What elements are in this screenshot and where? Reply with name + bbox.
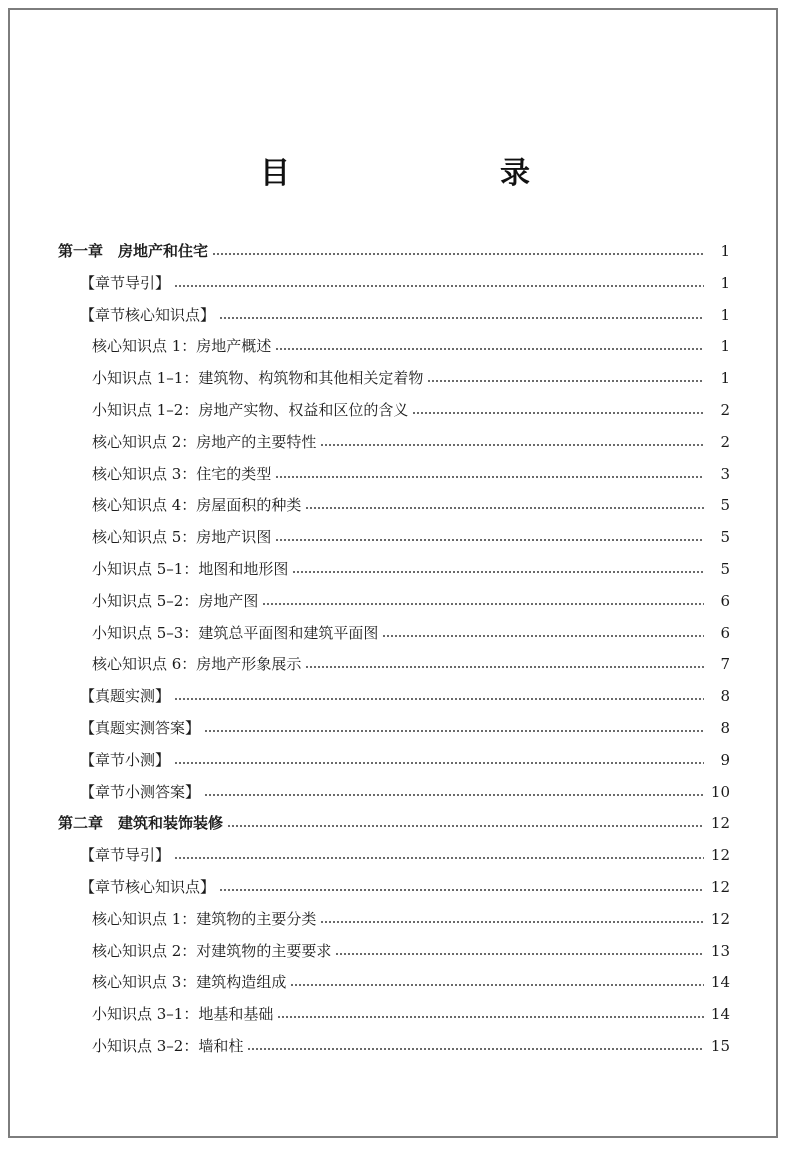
toc-entry-page-number: 2: [720, 401, 730, 419]
toc-entry-label: 小知识点 1–2：房地产实物、权益和区位的含义: [92, 401, 409, 419]
toc-entry-label: 核心知识点 6：房地产形象展示: [92, 655, 302, 674]
dot-leader: [174, 857, 704, 859]
toc-entry-label: 核心知识点 4：房屋面积的种类: [92, 496, 302, 515]
toc-entry-label: 第二章 建筑和装饰装修: [58, 814, 224, 833]
toc-entry-page-number: 2: [720, 432, 730, 451]
toc-entry-label: 【章节导引】: [80, 273, 171, 292]
toc-entry-label: 核心知识点 3：建筑构造组成: [92, 973, 287, 992]
toc-entry[interactable]: [0, 872, 790, 902]
toc-entry-page-number: 12: [710, 814, 730, 833]
toc-entry[interactable]: [0, 459, 790, 489]
toc-entry-page-number: 8: [720, 719, 730, 737]
toc-entry[interactable]: [0, 331, 790, 361]
dot-leader: [275, 539, 704, 541]
dot-leader: [320, 921, 704, 923]
toc-entry-page-number: 14: [710, 973, 730, 992]
toc-entry[interactable]: [0, 777, 790, 807]
toc-entry-page-number: 1: [720, 369, 730, 388]
toc-entry-label: 小知识点 5–3：建筑总平面图和建筑平面图: [92, 623, 379, 642]
dot-leader: [219, 889, 704, 891]
toc-entry[interactable]: [0, 300, 790, 330]
toc-entry-label: 第一章 房地产和住宅: [58, 242, 209, 260]
dot-leader: [174, 285, 704, 287]
toc-entry-page-number: 12: [710, 909, 730, 928]
dot-leader: [275, 476, 704, 478]
dot-leader: [320, 444, 704, 446]
toc-entry[interactable]: [0, 395, 790, 425]
toc-entry[interactable]: [0, 236, 790, 266]
toc-entry[interactable]: [0, 840, 790, 870]
toc-entry-label: 【章节小测】: [80, 750, 171, 769]
toc-entry-label: 小知识点 5–1：地图和地形图: [92, 560, 289, 578]
toc-entry-label: 核心知识点 1：房地产概述: [92, 337, 272, 356]
toc-entry-label: 核心知识点 2：房地产的主要特性: [92, 432, 317, 451]
toc-entry-label: 小知识点 5–2：房地产图: [92, 591, 259, 610]
dot-leader: [382, 635, 704, 637]
toc-entry-label: 【章节核心知识点】: [80, 878, 216, 896]
toc-entry-label: 【真题实测答案】: [80, 719, 201, 737]
toc-entry-label: 【章节小测答案】: [80, 782, 201, 801]
dot-leader: [204, 794, 704, 796]
dot-leader: [227, 825, 704, 827]
toc-entry[interactable]: [0, 1031, 790, 1061]
toc-entry-label: 小知识点 3–2：墙和柱: [92, 1037, 244, 1055]
toc-title: 目 录: [260, 156, 580, 191]
toc-entry[interactable]: [0, 427, 790, 457]
dot-leader: [427, 380, 704, 382]
toc-entry[interactable]: [0, 904, 790, 934]
toc-entry-page-number: 5: [720, 560, 730, 578]
toc-entry-page-number: 12: [710, 846, 730, 865]
toc-entry-page-number: 14: [710, 1005, 730, 1024]
toc-entry-label: 核心知识点 5：房地产识图: [92, 528, 272, 547]
toc-entry[interactable]: [0, 618, 790, 648]
toc-entry-page-number: 6: [720, 591, 730, 610]
dot-leader: [305, 507, 704, 509]
toc-entry-page-number: 9: [720, 750, 730, 769]
toc-entry-page-number: 1: [720, 273, 730, 292]
dot-leader: [412, 412, 704, 414]
dot-leader: [290, 984, 704, 986]
toc-entry-page-number: 5: [720, 496, 730, 515]
dot-leader: [174, 698, 704, 700]
toc-entry[interactable]: [0, 713, 790, 743]
toc-entry[interactable]: [0, 522, 790, 552]
toc-entry-label: 核心知识点 3：住宅的类型: [92, 464, 272, 483]
toc-entry[interactable]: [0, 363, 790, 393]
toc-entry-page-number: 5: [720, 528, 730, 547]
toc-entry-page-number: 12: [710, 878, 730, 896]
dot-leader: [204, 730, 704, 732]
toc-entry-label: 核心知识点 1：建筑物的主要分类: [92, 909, 317, 928]
toc-entry[interactable]: [0, 745, 790, 775]
toc-entry-label: 【章节核心知识点】: [80, 305, 216, 324]
dot-leader: [275, 348, 704, 350]
toc-entry-page-number: 15: [710, 1037, 730, 1055]
dot-leader: [247, 1048, 704, 1050]
toc-entry[interactable]: [0, 999, 790, 1029]
toc-entry-page-number: 6: [720, 623, 730, 642]
toc-entry-page-number: 1: [720, 305, 730, 324]
toc-entry[interactable]: [0, 490, 790, 520]
toc-entry-page-number: 1: [720, 337, 730, 356]
toc-entry-label: 【真题实测】: [80, 687, 171, 706]
toc-entry[interactable]: [0, 554, 790, 584]
toc-entry[interactable]: [0, 808, 790, 838]
dot-leader: [305, 666, 704, 668]
dot-leader: [277, 1016, 704, 1018]
dot-leader: [212, 253, 704, 255]
toc-entry-page-number: 1: [720, 242, 730, 260]
toc-entry[interactable]: [0, 586, 790, 616]
toc-entry-label: 核心知识点 2：对建筑物的主要要求: [92, 941, 332, 960]
toc-entry-page-number: 13: [710, 941, 730, 960]
toc-entry-label: 小知识点 3–1：地基和基础: [92, 1005, 274, 1024]
toc-entry-page-number: 7: [720, 655, 730, 674]
toc-entry[interactable]: [0, 936, 790, 966]
toc-entry-page-number: 3: [720, 464, 730, 483]
toc-entry-page-number: 10: [710, 782, 730, 801]
dot-leader: [219, 317, 704, 319]
dot-leader: [174, 762, 704, 764]
toc-entry[interactable]: [0, 681, 790, 711]
dot-leader: [262, 603, 704, 605]
toc-entry-label: 小知识点 1–1：建筑物、构筑物和其他相关定着物: [92, 369, 424, 388]
toc-entry[interactable]: [0, 649, 790, 679]
toc-entry-page-number: 8: [720, 687, 730, 706]
dot-leader: [292, 571, 704, 573]
dot-leader: [335, 953, 704, 955]
toc-entry[interactable]: [0, 967, 790, 997]
toc-entry-label: 【章节导引】: [80, 846, 171, 865]
toc-entry[interactable]: [0, 268, 790, 298]
